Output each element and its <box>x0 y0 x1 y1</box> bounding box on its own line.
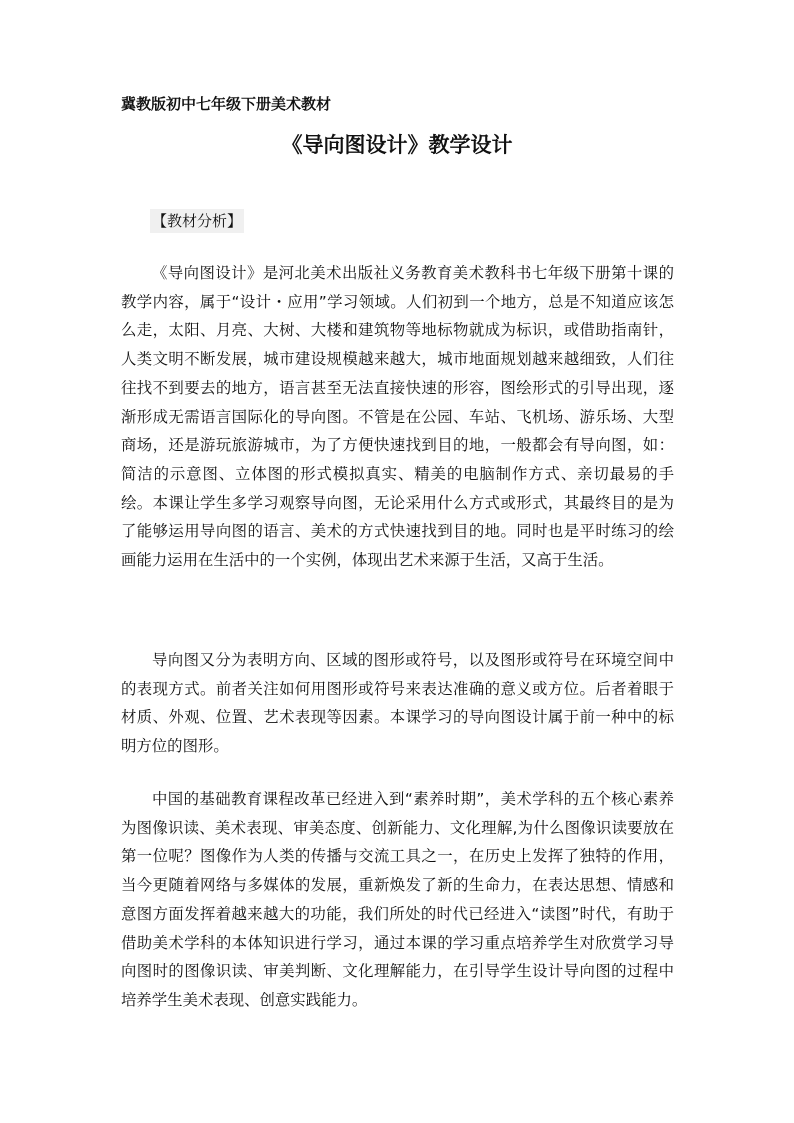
textbook-header: 冀教版初中七年级下册美术教材 <box>121 95 332 113</box>
section-heading: 【教材分析】 <box>150 209 244 233</box>
document-title: 《导向图设计》教学设计 <box>281 133 513 157</box>
paragraph: 《导向图设计》是河北美术出版社义务教育美术教科书七年级下册第十课的教学内容，属于“设计・应用”学习领域。人们初到一个地方，总是不知道应该怎么走，太阳、月亮、大树、大楼和建筑物等地标物就成为标识，或借助指南针，人类文明不断发展，城市建设规模越来越大，城市地面规划越来越细致，人们往往找不到要去的地方，语言甚至无法直接快速的形容，图绘形式的引导出现，逐渐形成无需语言国际化的导向图。不管是在公园、车站、飞机场、游乐场、大型商场，还是游玩旅游城市，为了方便快速找到目的地，一般都会有导向图，如：简洁的示意图、立体图的形式模拟真实、精美的电脑制作方式、亲切最易的手绘。本课让学生多学习观察导向图，无论采用什么方式或形式，其最终目的是为了能够运用导向图的语言、美术的方式快速找到目的地。同时也是平时练习的绘画能力运用在生活中的一个实例，体现出艺术来源于生活，又高于生活。 <box>121 264 674 570</box>
paragraph: 导向图又分为表明方向、区域的图形或符号，以及图形或符号在环境空间中的表现方式。前者关注如何用图形或符号来表达准确的意义或方位。后者着眼于材质、外观、位置、艺术表现等因素。本课学习的导向图设计属于前一种中的标明方位的图形。 <box>121 651 674 756</box>
paragraph: 中国的基础教育课程改革已经进入到“素养时期”，美术学科的五个核心素养为图像识读、美术表现、审美态度、创新能力、文化理解,为什么图像识读要放在第一位呢？图像作为人类的传播与交流工具之一，在历史上发挥了独特的作用，当今更随着网络与多媒体的发展，重新焕发了新的生命力，在表达思想、情感和意图方面发挥着越来越大的功能，我们所处的时代已经进入“读图”时代，有助于借助美术学科的本体知识进行学习，通过本课的学习重点培养学生对欣赏学习导向图时的图像识读、审美判断、文化理解能力，在引导学生设计导向图的过程中培养学生美术表现、创意实践能力。 <box>121 790 674 1009</box>
